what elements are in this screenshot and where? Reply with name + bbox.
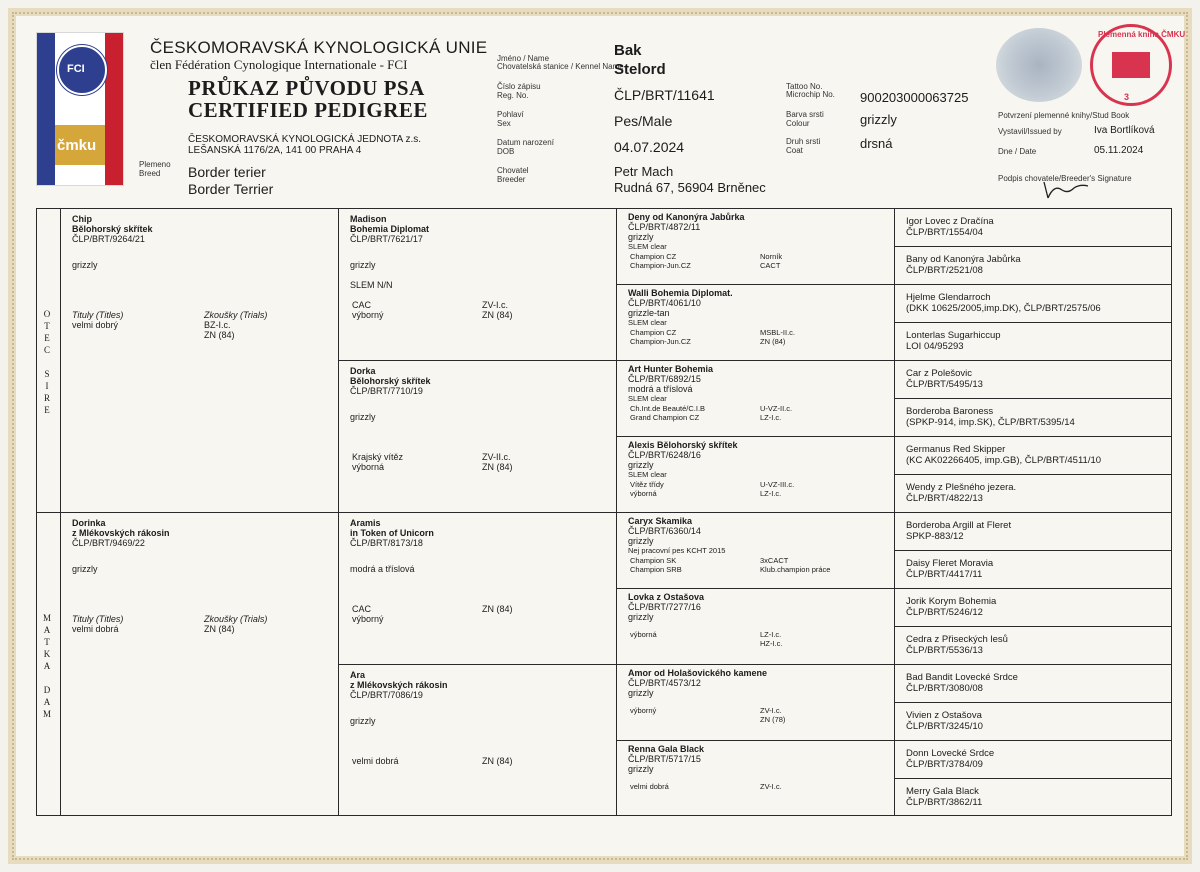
gen4-name: Daisy Fleret Moravia [906,558,994,569]
dog-colour: grizzly [860,112,897,127]
gen3-extra: SLEM clear [628,318,667,327]
gen2-trial: ZN (84) [482,604,513,614]
gen1-name-line2: Bělohorský skřítek [72,224,153,234]
gen3-title: Vítěz třídy [630,480,664,489]
gen3-trial: ZV-I.c. [760,782,782,791]
gen1-trials-label: Zkoušky (Trials) [204,614,268,624]
breeder-signature-icon [1040,178,1090,200]
issued-label: Vystavil/Issued by [998,127,1062,136]
studbook-stamp-text: Plemenná kniha ČMKU [1098,30,1186,39]
gen4-name: Cedra z Přiseckých lesů [906,634,1008,645]
dam-side-letter: D [43,685,51,695]
sire-side-letter: T [44,321,50,331]
dog-microchip: 900203000063725 [860,90,969,105]
issue-date: 05.11.2024 [1094,145,1144,156]
gen4-name: Jorik Korym Bohemia [906,596,997,607]
gen3-extra: SLEM clear [628,394,667,403]
grid-divider [894,284,1172,285]
reg-label: Číslo zápisu Reg. No. [497,82,541,100]
gen2-trial: ZN (84) [482,756,513,766]
gen2-name-line2: Bělohorský skřítek [350,376,431,386]
date-label: Dne / Date [998,147,1037,156]
gen1-trial: ZN (84) [204,330,235,340]
gen4-name: Vivien z Ostašova [906,710,982,721]
studbook-confirm-label: Potvrzení plemenné knihy/Stud Book [998,111,1130,120]
dog-kennel: Stelord [614,61,666,78]
gen2-title: výborný [352,614,384,624]
gen4-reg: (KC AK02266405, imp.GB), ČLP/BRT/4511/10 [906,455,1102,466]
grid-divider [894,664,1172,665]
hologram-stamp [996,28,1082,102]
coat-label: Druh srsti Coat [786,137,821,155]
gen2-title: velmi dobrá [352,756,399,766]
gen2-name: Ara [350,670,366,680]
org-name: ČESKOMORAVSKÁ KYNOLOGICKÁ UNIE [150,38,488,57]
gen1-colour: grizzly [72,260,98,270]
gen1-trial: BZ-I.c. [204,320,231,330]
breed-label: Plemeno Breed [139,160,171,178]
gen3-reg: ČLP/BRT/4573/12 [628,678,701,688]
sire-side-letter: O [43,309,51,319]
logo-cmku-text: čmku [57,137,97,154]
dog-sex: Pes/Male [614,113,673,129]
breeder-name: Petr Mach [614,164,674,179]
gen3-title: Ch.Int.de Beauté/C.I.B [630,404,706,413]
sire-side-letter: R [43,393,50,403]
gen3-trial: U-VZ-II.c. [760,404,793,413]
gen2-colour: grizzly [350,412,376,422]
gen4-reg: ČLP/BRT/5495/13 [906,379,983,390]
gen3-trial: MSBL-II.c. [760,328,796,337]
gen2-trial: ZV-I.c. [482,300,509,310]
gen2-trial: ZN (84) [482,462,513,472]
gen2-title: CAC [352,300,372,310]
dog-coat: drsná [860,136,893,151]
jednota-address: LEŠANSKÁ 1176/2A, 141 00 PRAHA 4 [188,145,362,156]
breeder-address: Rudná 67, 56904 Brněnec [614,180,766,195]
kennel-label: Chovatelská stanice / Kennel Name [497,62,624,71]
gen1-colour: grizzly [72,564,98,574]
grid-divider [894,246,1172,247]
dam-side-letter: K [43,649,51,659]
colour-label: Barva srsti Colour [786,110,824,128]
gen3-title: Champion CZ [630,252,677,261]
gen1-titles-label: Tituly (Titles) [72,310,124,320]
gen4-name: Borderoba Argill at Fleret [906,520,1012,531]
gen4-reg: ČLP/BRT/3080/08 [906,683,983,694]
gen1-titles: velmi dobrý [72,320,119,330]
gen2-reg: ČLP/BRT/8173/18 [350,538,423,548]
gen3-trial: LZ-I.c. [760,489,782,498]
dam-side-letter: A [43,661,51,671]
gen3-colour: grizzle-tan [628,308,670,318]
sex-label: Pohlaví Sex [497,110,524,128]
gen3-trial: Klub.champion práce [760,565,831,574]
gen4-name: Bany od Kanonýra Jabůrka [906,254,1021,265]
sire-side-letter: E [44,405,50,415]
logo-blue-band [37,33,55,185]
dog-name: Bak [614,42,642,59]
dam-side-letter: M [42,613,51,623]
gen3-colour: grizzly [628,536,654,546]
grid-divider [894,360,1172,361]
gen4-reg: (SPKP-914, imp.SK), ČLP/BRT/5395/14 [906,417,1075,428]
gen4-name: Hjelme Glendarroch [906,292,991,303]
breed-en: Border Terrier [188,181,274,197]
grid-divider [894,626,1172,627]
gen4-name: Borderoba Baroness [906,406,994,417]
dam-side-letter: A [43,625,51,635]
gen3-trial: CACT [760,261,781,270]
gen3-reg: ČLP/BRT/6360/14 [628,526,701,536]
gen3-title: Champion SRB [630,565,682,574]
gen2-trial: ZV-II.c. [482,452,511,462]
gen1-reg: ČLP/BRT/9469/22 [72,538,145,548]
gen4-name: Wendy z Plešného jezera. [906,482,1017,493]
gen3-trial: HZ-I.c. [760,639,783,648]
gen2-colour: modrá a tříslová [350,564,415,574]
gen4-reg: ČLP/BRT/3862/11 [906,797,983,808]
gen1-titles: velmi dobrá [72,624,119,634]
gen2-name: Dorka [350,366,376,376]
grid-divider [894,436,1172,437]
gen2-extra: SLEM N/N [350,280,393,290]
gen3-title: Champion-Jun.CZ [630,337,691,346]
gen4-reg: ČLP/BRT/4822/13 [906,493,983,504]
grid-divider [894,702,1172,703]
gen4-name: Merry Gala Black [906,786,979,797]
gen3-name: Art Hunter Bohemia [628,364,714,374]
gen3-reg: ČLP/BRT/4872/11 [628,222,701,232]
gen4-name: Car z Polešovic [906,368,972,379]
gen4-reg: ČLP/BRT/5246/12 [906,607,983,618]
gen3-reg: ČLP/BRT/6248/16 [628,450,701,460]
title-cz: PRŮKAZ PŮVODU PSA [188,76,425,100]
breed-cz: Border terier [188,164,266,180]
logo-fci-text: FCI [67,63,85,75]
studbook-stamp-number: 3 [1124,92,1130,102]
gen3-title: Grand Champion CZ [630,413,700,422]
gen3-reg: ČLP/BRT/5717/15 [628,754,701,764]
sire-side-letter: I [45,381,49,391]
grid-divider [894,512,1172,513]
gen2-colour: grizzly [350,260,376,270]
gen4-reg: (DKK 10625/2005,imp.DK), ČLP/BRT/2575/06 [906,303,1101,314]
gen3-name: Alexis Bělohorský skřítek [628,440,738,450]
gen3-title: Champion SK [630,556,677,565]
gen1-titles-label: Tituly (Titles) [72,614,124,624]
dam-side-letter: T [44,637,50,647]
gen2-name: Aramis [350,518,381,528]
dam-side-letter: M [42,709,51,719]
gen4-name: Bad Bandit Lovecké Srdce [906,672,1018,683]
gen3-colour: grizzly [628,232,654,242]
name-label: Jméno / Name [497,54,550,63]
gen4-reg: ČLP/BRT/3245/10 [906,721,983,732]
tattoo-label: Tattoo No. [786,82,823,91]
gen3-extra: SLEM clear [628,242,667,251]
gen2-colour: grizzly [350,716,376,726]
gen2-name-line2: z Mlékovských rákosin [350,680,448,690]
gen3-title: Champion-Jun.CZ [630,261,691,270]
grid-divider [894,322,1172,323]
gen3-trial: ZN (78) [760,715,786,724]
gen3-colour: grizzly [628,460,654,470]
gen4-reg: ČLP/BRT/4417/11 [906,569,983,580]
gen4-reg: SPKP-883/12 [906,531,964,542]
gen3-name: Walli Bohemia Diplomat. [628,288,733,298]
sire-side-letter: S [44,369,50,379]
dam-side-letter: A [43,697,51,707]
gen2-reg: ČLP/BRT/7086/19 [350,690,423,700]
gen2-reg: ČLP/BRT/7710/19 [350,386,423,396]
microchip-label: Microchip No. [786,90,835,99]
gen3-trial: ZV-I.c. [760,706,782,715]
gen2-name-line2: Bohemia Diplomat [350,224,430,234]
gen2-title: výborná [352,462,385,472]
gen2-reg: ČLP/BRT/7621/17 [350,234,423,244]
gen3-title: výborný [630,706,657,715]
grid-divider [894,398,1172,399]
gen2-name-line2: in Token of Unicorn [350,528,434,538]
gen3-trial: LZ-I.c. [760,413,782,422]
gen3-title: velmi dobrá [630,782,669,791]
gen4-name: Germanus Red Skipper [906,444,1006,455]
gen3-trial: LZ-I.c. [760,630,782,639]
gen1-trials-label: Zkoušky (Trials) [204,310,268,320]
issued-by: Iva Bortlíková [1094,125,1155,136]
gen4-reg: LOI 04/95293 [906,341,964,352]
gen4-name: Donn Lovecké Srdce [906,748,995,759]
gen1-name: Dorinka [72,518,106,528]
gen1-trial: ZN (84) [204,624,235,634]
grid-divider [894,740,1172,741]
gen4-name: Lonterlas Sugarhiccup [906,330,1001,341]
gen3-name: Lovka z Ostašova [628,592,705,602]
gen1-name: Chip [72,214,92,224]
grid-divider [894,474,1172,475]
gen3-extra: SLEM clear [628,470,667,479]
gen3-trial: 3xCACT [760,556,789,565]
gen3-reg: ČLP/BRT/4061/10 [628,298,701,308]
gen3-name: Deny od Kanonýra Jabůrka [628,212,745,222]
gen1-reg: ČLP/BRT/9264/21 [72,234,145,244]
gen3-name: Amor od Holašovického kamene [628,668,768,678]
gen4-reg: ČLP/BRT/1554/04 [906,227,983,238]
gen4-reg: ČLP/BRT/5536/13 [906,645,983,656]
logo-red-band [105,33,123,185]
studbook-stamp-emblem-icon [1112,52,1150,78]
title-en: CERTIFIED PEDIGREE [188,98,428,122]
grid-divider [894,550,1172,551]
gen4-name: Igor Lovec z Dračína [906,216,994,227]
signature-label: Podpis chovatele/Breeder's Signature [998,174,1132,183]
gen3-extra: Nej pracovní pes KCHT 2015 [628,546,726,555]
gen3-title: Champion CZ [630,328,677,337]
gen3-reg: ČLP/BRT/7277/16 [628,602,701,612]
gen3-title: výborná [630,630,657,639]
gen3-colour: modrá a tříslová [628,384,693,394]
grid-divider [894,778,1172,779]
gen3-colour: grizzly [628,764,654,774]
gen2-title: Krajský vítěz [352,452,404,462]
breeder-label: Chovatel Breeder [497,166,529,184]
dog-dob: 04.07.2024 [614,139,685,155]
gen3-title: výborná [630,489,657,498]
org-member: člen Fédération Cynologique Internationale - FCI [150,57,408,72]
sire-side-letter: C [43,345,50,355]
gen3-colour: grizzly [628,612,654,622]
dob-label: Datum narození DOB [497,138,554,156]
gen4-reg: ČLP/BRT/2521/08 [906,265,983,276]
jednota-name: ČESKOMORAVSKÁ KYNOLOGICKÁ JEDNOTA z.s. [188,134,422,145]
gen2-trial: ZN (84) [482,310,513,320]
grid-divider [894,588,1172,589]
gen3-reg: ČLP/BRT/6892/15 [628,374,701,384]
gen3-name: Caryx Skamika [628,516,693,526]
gen2-title: CAC [352,604,372,614]
gen1-name-line2: z Mlékovských rákosin [72,528,170,538]
gen3-trial: U-VZ-III.c. [760,480,795,489]
gen2-name: Madison [350,214,387,224]
gen3-colour: grizzly [628,688,654,698]
gen3-name: Renna Gala Black [628,744,705,754]
gen3-trial: Norník [760,252,783,261]
gen2-title: výborný [352,310,384,320]
cmku-fci-logo [36,32,124,186]
gen3-trial: ZN (84) [760,337,786,346]
sire-side-letter: E [44,333,50,343]
gen4-reg: ČLP/BRT/3784/09 [906,759,983,770]
dog-reg: ČLP/BRT/11641 [614,87,715,103]
